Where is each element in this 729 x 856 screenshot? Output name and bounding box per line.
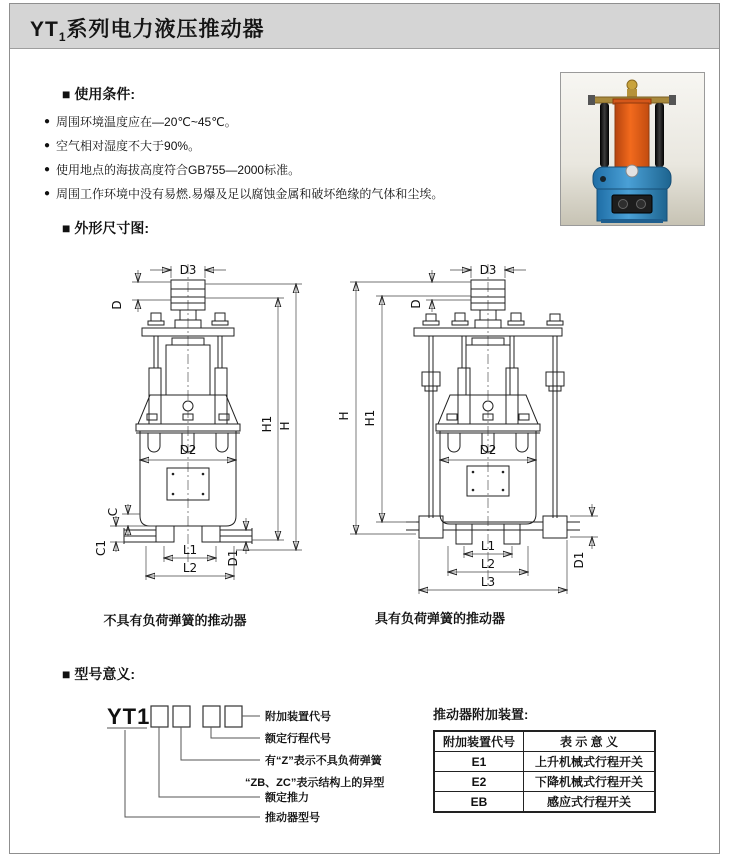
model-callout-z-no-spring: 有“Z”表示不具负荷弹簧 — [265, 755, 382, 767]
dim-label-c: C — [106, 507, 120, 517]
model-callout-rated-thrust: 额定推力 — [265, 792, 309, 804]
dim-label-d1: D1 — [226, 549, 240, 567]
bullet-icon: ● — [44, 188, 51, 199]
attachments-table — [433, 730, 656, 813]
dim-label-l2: L2 — [182, 561, 198, 575]
pusher-outline-no-spring — [124, 264, 252, 564]
bullet-icon: ● — [44, 140, 51, 151]
dim-label-l2: L2 — [480, 557, 496, 571]
model-callout-stroke-code: 额定行程代号 — [265, 733, 331, 745]
dim-label-d3: D3 — [479, 263, 497, 277]
dim-label-d: D — [409, 299, 423, 309]
cell-meaning: 下降机械式行程开关 — [524, 772, 656, 792]
pusher-outline-with-spring — [406, 264, 580, 586]
condition-text: 周围工作环境中没有易燃.易爆及足以腐蚀金属和破坏绝缘的气体和尘埃。 — [56, 187, 444, 201]
page-title — [30, 13, 265, 44]
condition-item — [44, 187, 574, 201]
table-row — [434, 752, 655, 772]
dim-label-d1: D1 — [572, 551, 586, 569]
title-bar — [10, 4, 719, 49]
product-photo — [560, 72, 705, 226]
model-digit-boxes — [151, 706, 242, 727]
bullet-icon: ● — [44, 116, 51, 127]
col-header-code: 附加装置代号 — [434, 731, 524, 752]
right-drawing-caption: 具有负荷弹簧的推动器 — [374, 611, 505, 626]
dim-label-h1: H1 — [260, 415, 274, 433]
dim-label-l1: L1 — [182, 543, 198, 557]
model-leader-lines — [125, 716, 260, 817]
dim-label-c1: C1 — [94, 539, 108, 557]
usage-conditions-section — [44, 84, 574, 211]
cell-code: E2 — [434, 772, 524, 792]
dim-label-h1: H1 — [363, 409, 377, 427]
left-drawing-caption: 不具有负荷弹簧的推动器 — [103, 613, 247, 628]
page-frame — [9, 3, 720, 854]
title-suffix: 系列电力液压推动器 — [66, 18, 265, 41]
attachments-title: 推动器附加装置: — [433, 707, 529, 722]
left-drawing — [88, 256, 340, 602]
cell-meaning: 感应式行程开关 — [524, 792, 656, 813]
title-subscript: 1 — [58, 30, 67, 45]
product-photo-image — [561, 73, 704, 225]
condition-text: 空气相对湿度不大于90%。 — [56, 139, 201, 153]
dim-label-h: H — [337, 411, 351, 421]
model-designation-diagram — [95, 698, 425, 838]
table-row — [434, 792, 655, 813]
right-drawing — [330, 256, 680, 602]
dim-label-d2: D2 — [479, 443, 497, 457]
table-header-row — [434, 731, 655, 752]
condition-text: 使用地点的海拔高度符合GB755—2000标准。 — [56, 163, 301, 177]
table-row — [434, 772, 655, 792]
dimensions-heading: ■ 外形尺寸图: — [62, 220, 150, 236]
model-callout-pusher-model: 推动器型号 — [265, 812, 320, 824]
condition-item — [44, 139, 574, 153]
usage-conditions-heading: ■ 使用条件: — [62, 86, 136, 102]
cell-meaning: 上升机械式行程开关 — [524, 752, 656, 772]
dim-label-l1: L1 — [480, 539, 496, 553]
model-callout-zb-zc-variant: “ZB、ZC”表示结构上的异型 — [245, 777, 385, 789]
model-callout-attachment-code: 附加装置代号 — [265, 711, 331, 723]
dim-label-d: D — [110, 300, 124, 310]
model-prefix: YT1 — [107, 704, 151, 729]
dim-label-h: H — [278, 421, 292, 431]
dim-label-d2: D2 — [179, 443, 197, 457]
model-meaning-heading: ■ 型号意义: — [62, 666, 136, 682]
condition-item — [44, 115, 574, 129]
pusher-photo-graphic — [561, 73, 704, 225]
title-prefix: YT — [30, 18, 59, 41]
col-header-meaning: 表 示 意 义 — [524, 731, 656, 752]
cell-code: E1 — [434, 752, 524, 772]
left-drawing-dimensions — [94, 263, 302, 580]
bullet-icon: ● — [44, 164, 51, 175]
dim-label-l3: L3 — [480, 575, 496, 589]
dim-label-d3: D3 — [179, 263, 197, 277]
condition-item — [44, 163, 574, 177]
condition-text: 周围环境温度应在—20℃~45℃。 — [56, 115, 237, 129]
attachments-section — [433, 704, 656, 813]
cell-code: EB — [434, 792, 524, 813]
